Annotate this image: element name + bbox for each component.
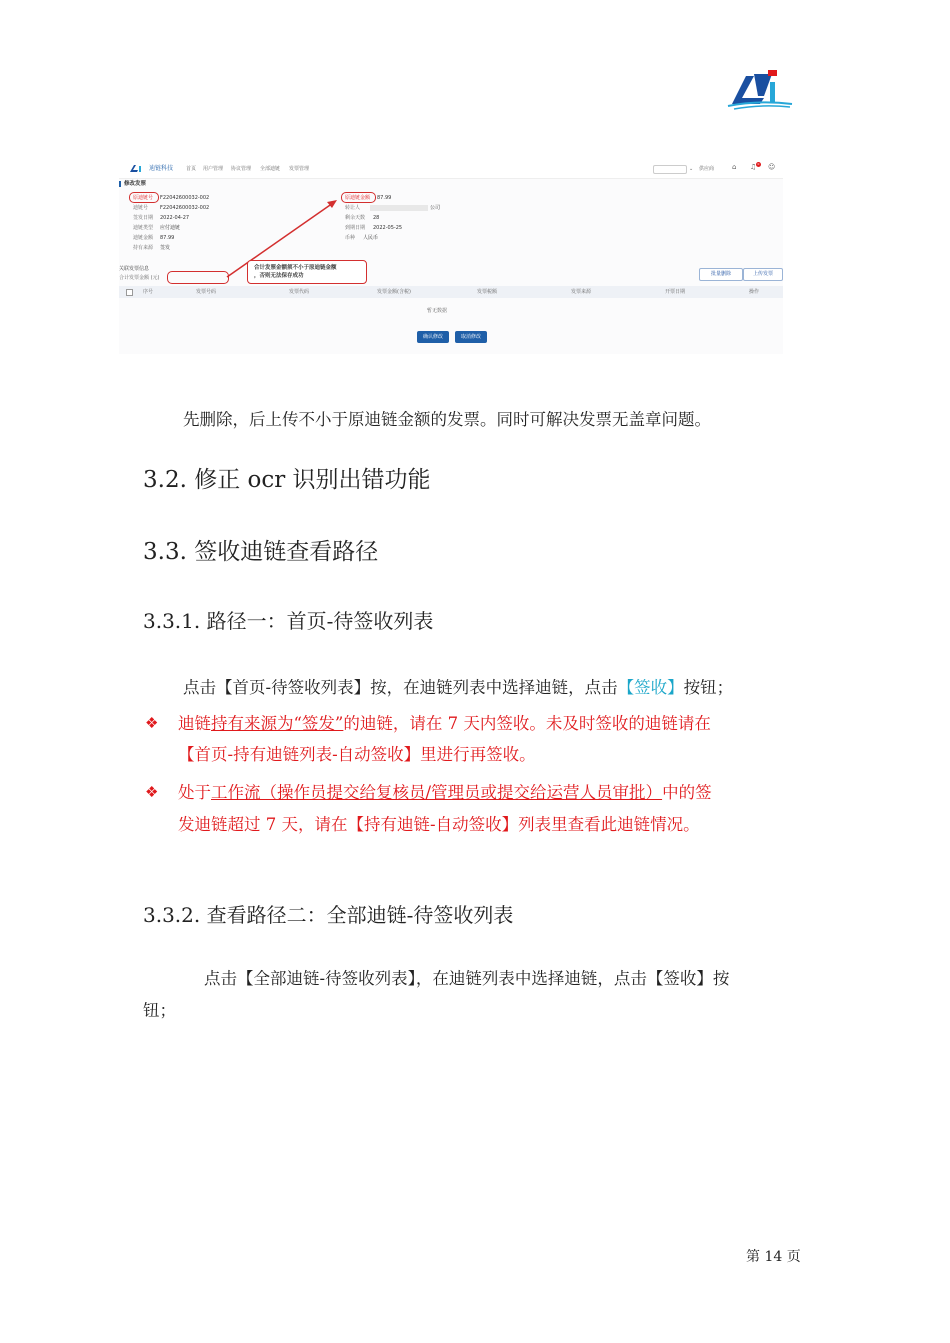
field-label: 到期日期	[345, 225, 366, 231]
cancel-edit-button[interactable]	[455, 331, 487, 343]
company-logo	[724, 64, 794, 110]
batch-delete-button[interactable]	[699, 268, 743, 281]
home-icon[interactable]: ⌂	[732, 163, 737, 171]
notification-badge: 0	[757, 162, 760, 166]
chevron-down-icon: ⌄	[689, 166, 694, 172]
field-value: 87.99	[377, 195, 392, 201]
cancel-edit-label: 取消修改	[460, 334, 481, 340]
section-title: 修改发票	[124, 181, 147, 187]
paragraph-path-two-line2: 钮；	[143, 1001, 176, 1020]
field-value: 签发	[160, 245, 171, 251]
invoice-total-label: 合计发票金额 (元)	[119, 275, 160, 281]
field-label: 迪链号	[133, 205, 149, 211]
field-label: 币种	[345, 235, 356, 241]
column-header: 开票日期	[665, 289, 686, 295]
column-header: 发票号码	[196, 289, 217, 295]
field-value: 公司	[430, 205, 441, 211]
field-label: 迪链类型	[133, 225, 154, 231]
paragraph-delete-upload: 先删除，后上传不小于原迪链金额的发票。同时可解决发票无盖章问题。	[183, 410, 711, 429]
column-header: 发票来源	[571, 289, 592, 295]
batch-delete-label: 批量删除	[710, 271, 731, 277]
text-segment: 处于	[178, 783, 211, 802]
field-value: F22042600032-002	[160, 205, 210, 211]
brand-name: 迪链科技	[149, 165, 174, 172]
field-value: 人民币	[363, 235, 379, 241]
heading-3-2: 3.2. 修正 ocr 识别出错功能	[143, 467, 431, 493]
field-value: F22042600032-002	[160, 195, 210, 201]
highlight-invoice-total	[167, 271, 229, 284]
field-label: 原迪链号	[133, 195, 154, 201]
confirm-edit-button[interactable]	[417, 331, 449, 343]
user-menu[interactable]: 供应商	[699, 166, 715, 172]
column-header: 操作	[749, 289, 760, 295]
embedded-screenshot	[119, 158, 783, 354]
column-header: 发票代码	[289, 289, 310, 295]
bullet-one-line1	[178, 712, 711, 736]
diamond-bullet-icon: ❖	[145, 783, 159, 801]
upload-invoice-button[interactable]	[743, 268, 783, 281]
column-header: 发票金额(含税)	[377, 289, 411, 295]
nav-item-all-dilian[interactable]: 全部迪链	[260, 166, 281, 172]
user-icon[interactable]: ☺	[768, 163, 776, 171]
field-value: 28	[373, 215, 380, 221]
nav-item-users[interactable]: 用户管理	[203, 166, 224, 172]
bell-icon[interactable]: ♫	[750, 163, 757, 171]
nav-item-invoices[interactable]: 发票管理	[289, 166, 310, 172]
field-label: 持有来源	[133, 245, 154, 251]
field-label: 签发日期	[133, 215, 154, 221]
field-value: 2022-05-25	[373, 225, 403, 231]
confirm-edit-label: 确认修改	[422, 334, 443, 340]
field-value: 87.99	[160, 235, 175, 241]
field-value: 2022-04-27	[160, 215, 190, 221]
callout-line: ，否则无法保存成功	[254, 273, 304, 279]
empty-table-text: 暂无数据	[427, 308, 448, 314]
paragraph-path-two-line1: 点击【全部迪链-待签收列表】，在迪链列表中选择迪链，点击【签收】按	[204, 969, 730, 988]
heading-3-3: 3.3. 签收迪链查看路径	[143, 539, 379, 565]
paragraph-path-one	[183, 676, 733, 700]
text-segment: 点击【首页-待签收列表】按，在迪链列表中选择迪链，点击	[183, 678, 618, 697]
red-arrow-annotation	[119, 158, 783, 354]
bullet-two-line1	[178, 781, 712, 805]
callout-box	[247, 260, 367, 284]
upload-invoice-label: 上传发票	[752, 271, 773, 277]
callout-line: 合计发票金额须不小于原迪链金额	[254, 265, 337, 271]
column-header: 发票税额	[477, 289, 498, 295]
field-label: 转让人	[345, 205, 361, 211]
text-segment: 按钮；	[683, 678, 734, 697]
bullet-two-line2: 发迪链超过 7 天，请在【持有迪链-自动签收】列表里查看此迪链情况。	[178, 815, 700, 834]
field-label: 原迪链金额	[345, 195, 371, 201]
underlined-text: 持有来源为“签发”	[211, 714, 344, 733]
field-value: 应付迪链	[160, 225, 181, 231]
underlined-text: 工作流（操作员提交给复核员/管理员或提交给运营人员审批）	[211, 783, 663, 802]
heading-3-3-1: 3.3.1. 路径一：首页-待签收列表	[143, 609, 434, 633]
text-segment: 迪链	[178, 714, 211, 733]
field-label: 剩余天数	[345, 215, 366, 221]
sign-link[interactable]: 【签收】	[617, 678, 684, 697]
column-header: 序号	[143, 289, 154, 295]
nav-item-home[interactable]: 首页	[186, 166, 197, 172]
text-segment: 的迪链，请在 7 天内签收。未及时签收的迪链请在	[343, 714, 711, 733]
text-segment: 中的签	[662, 783, 712, 802]
heading-3-3-2: 3.3.2. 查看路径二：全部迪链-待签收列表	[143, 903, 514, 927]
invoice-section-title: 关联发票信息	[119, 266, 150, 272]
nav-item-agreements[interactable]: 协议管理	[231, 166, 252, 172]
field-label: 迪链金额	[133, 235, 154, 241]
page-number: 第 14 页	[746, 1249, 801, 1265]
select-all-checkbox[interactable]	[126, 289, 133, 296]
bullet-one-line2: 【首页-持有迪链列表-自动签收】里进行再签收。	[178, 745, 536, 764]
diamond-bullet-icon: ❖	[145, 714, 159, 732]
